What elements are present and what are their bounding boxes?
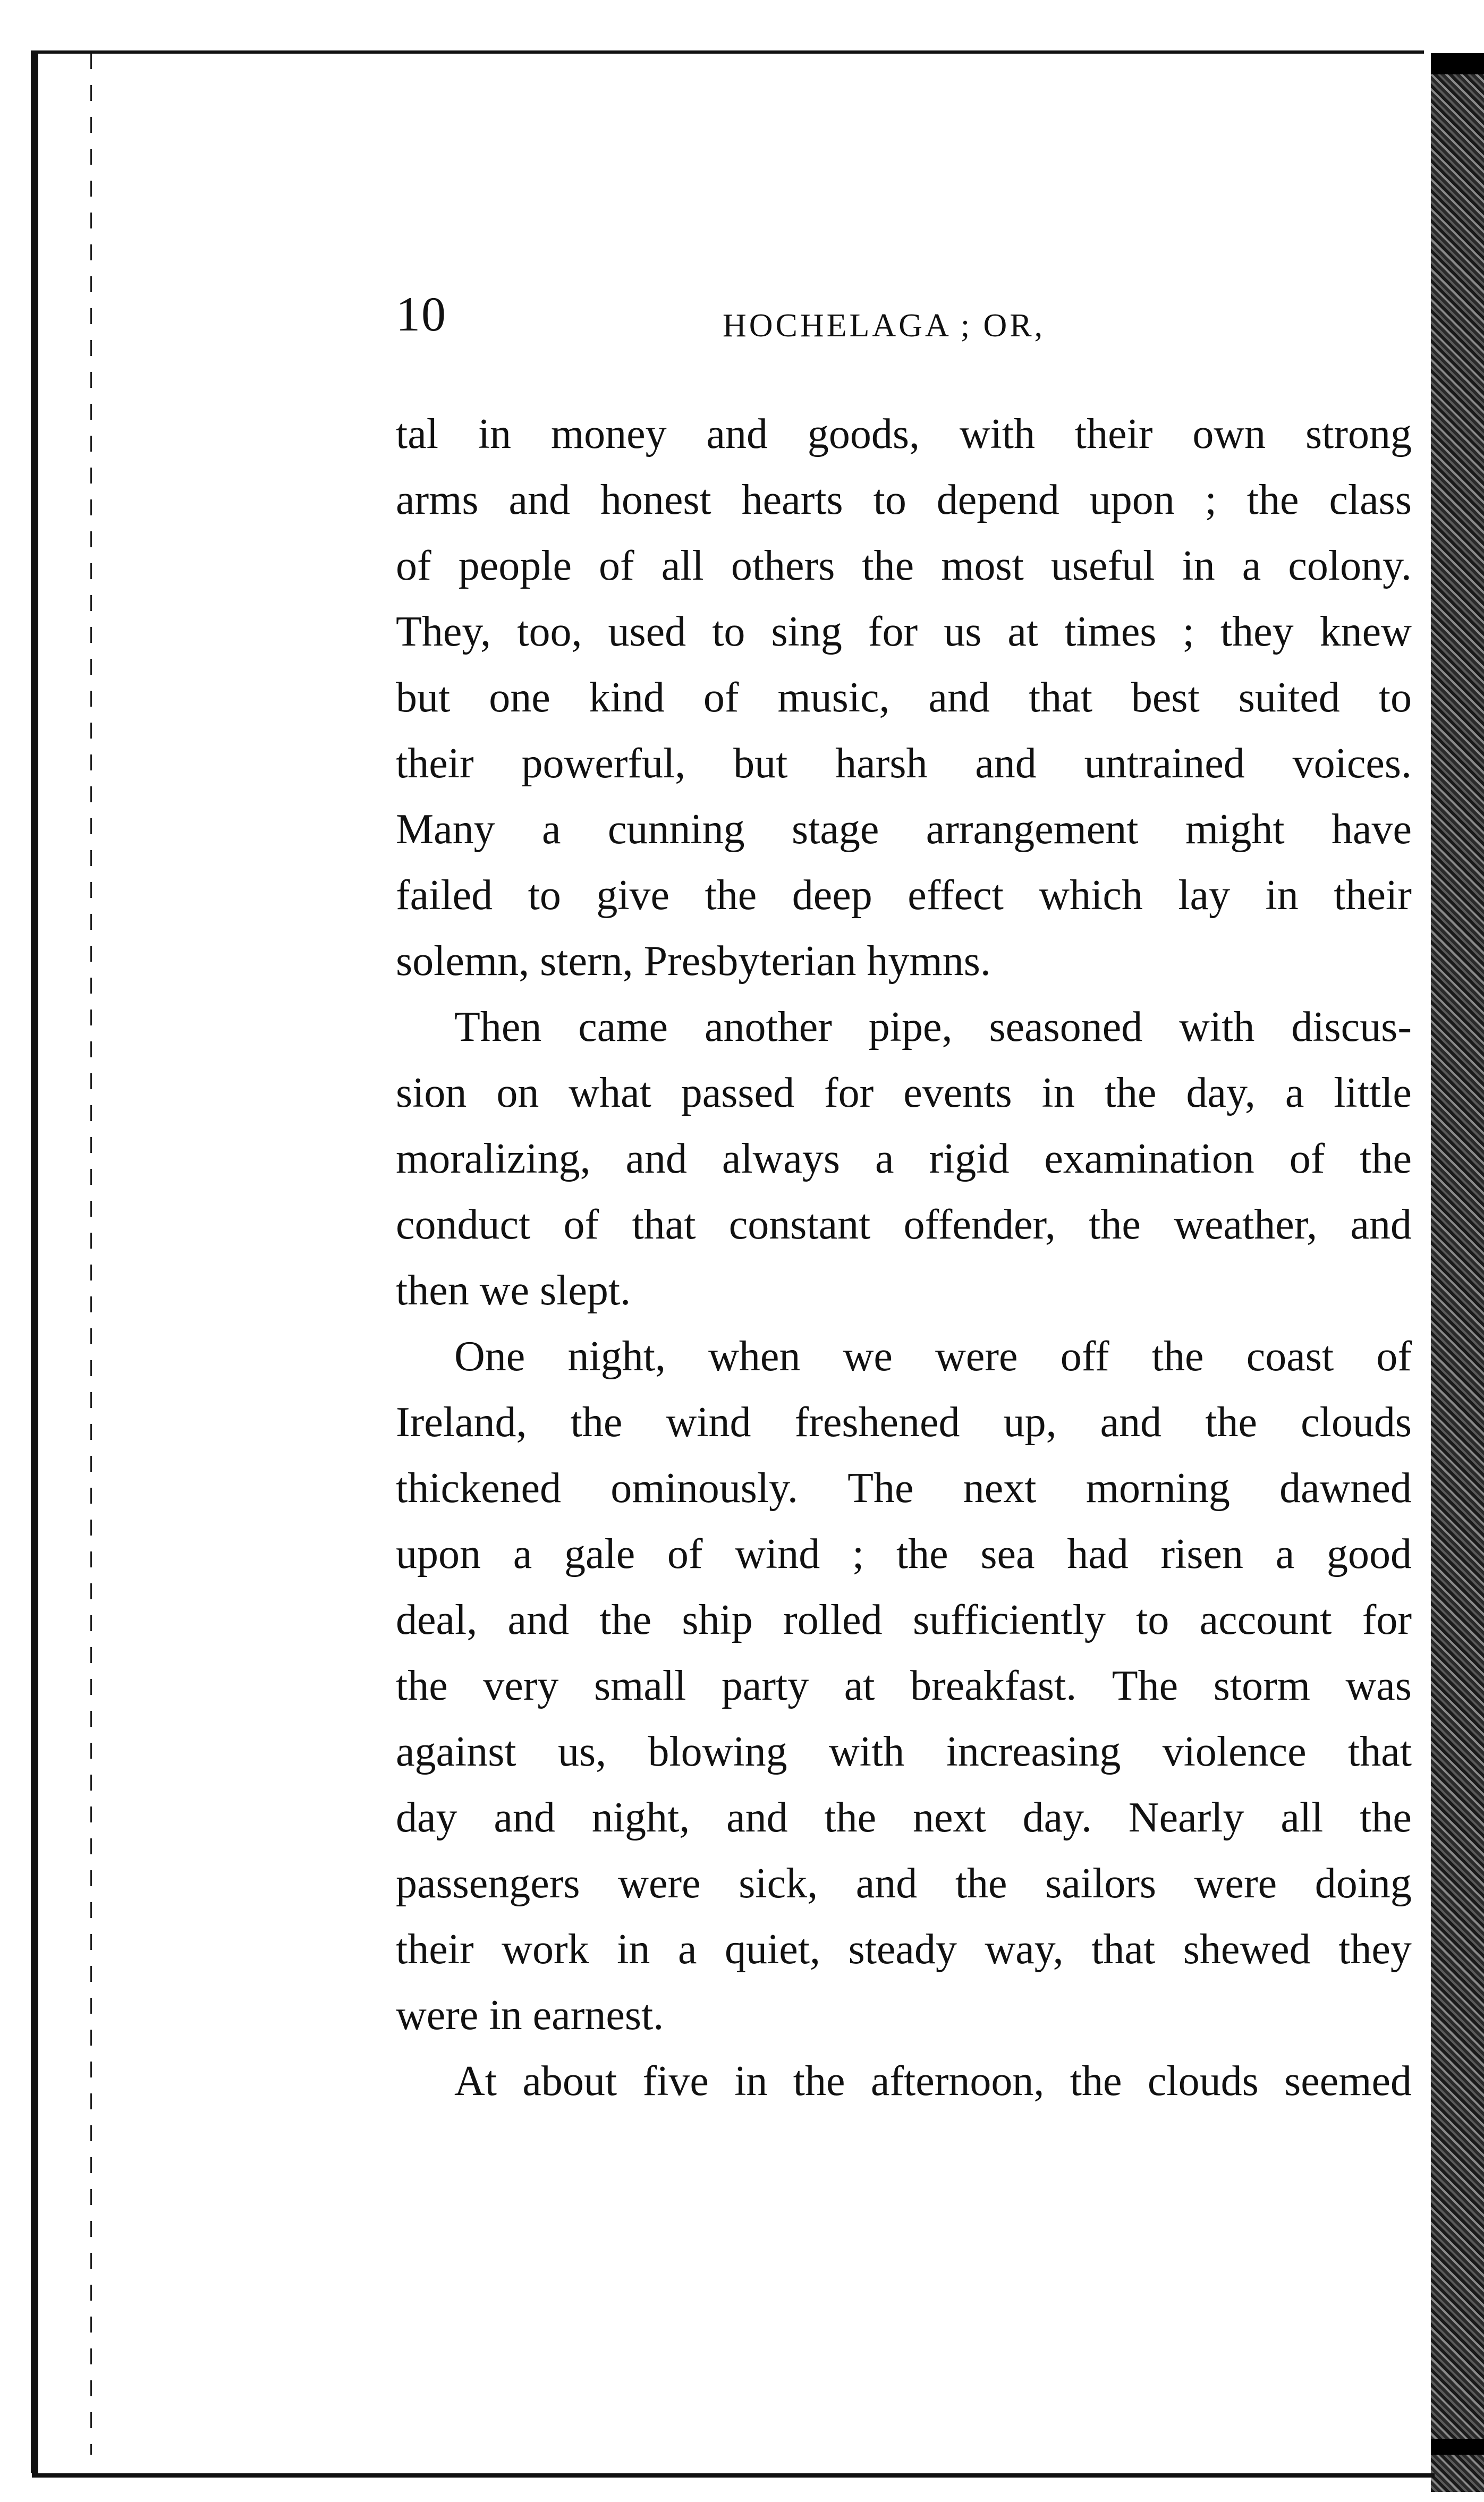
text-line: tal in money and goods, with their own strong — [396, 411, 1412, 457]
scan-left-border — [31, 50, 38, 2473]
text-line: Many a cunning stage arrangement might have — [396, 806, 1412, 853]
text-line: passengers were sick, and the sailors were doing — [396, 1860, 1412, 1907]
text-line: against us, blowing with increasing violence that — [396, 1728, 1412, 1775]
text-line: deal, and the ship rolled sufficiently to account for — [396, 1597, 1412, 1643]
scan-bottom-border — [32, 2473, 1435, 2478]
scan-right-edge-bottom — [1431, 2439, 1484, 2455]
text-line: of people of all others the most useful in a colony. — [396, 542, 1412, 589]
text-line: day and night, and the next day. Nearly all the — [396, 1794, 1412, 1841]
scan-top-border — [32, 50, 1424, 54]
running-title: HOCHELAGA ; OR, — [723, 308, 1046, 344]
text-line: upon a gale of wind ; the sea had risen a good — [396, 1531, 1412, 1577]
scan-left-margin — [0, 0, 80, 2502]
text-line: solemn, stern, Presbyterian hymns. — [396, 938, 1002, 985]
text-line: failed to give the deep effect which lay in their — [396, 872, 1412, 919]
text-line: thickened ominously. The next morning dawned — [396, 1465, 1412, 1512]
scan-gutter-marks — [90, 53, 92, 2455]
text-line: moralizing, and always a rigid examination of the — [396, 1135, 1412, 1182]
text-line: their powerful, but harsh and untrained voices. — [396, 740, 1412, 787]
text-line: arms and honest hearts to depend upon ; the class — [396, 477, 1412, 523]
text-line: Ireland, the wind freshened up, and the clouds — [396, 1399, 1412, 1446]
text-line: then we slept. — [396, 1267, 642, 1314]
text-line: sion on what passed for events in the day, a little — [396, 1070, 1412, 1116]
page-number: 10 — [396, 287, 447, 341]
text-line: They, too, used to sing for us at times ; they knew — [396, 608, 1412, 655]
text-line: were in earnest. — [396, 1992, 675, 2039]
text-line: One night, when we were off the coast of — [454, 1333, 1412, 1380]
text-line: conduct of that constant offender, the weather, and — [396, 1201, 1412, 1248]
scan-right-page-edge — [1431, 53, 1484, 2492]
text-line: the very small party at breakfast. The storm was — [396, 1663, 1412, 1709]
text-line: their work in a quiet, steady way, that shewed they — [396, 1926, 1412, 1973]
text-line: but one kind of music, and that best suited to — [396, 674, 1412, 721]
text-line: At about five in the afternoon, the clouds seemed — [454, 2058, 1412, 2105]
text-line: Then came another pipe, seasoned with discus- — [454, 1004, 1412, 1050]
body-text — [396, 401, 1412, 2114]
scan-right-edge-top — [1431, 53, 1484, 74]
